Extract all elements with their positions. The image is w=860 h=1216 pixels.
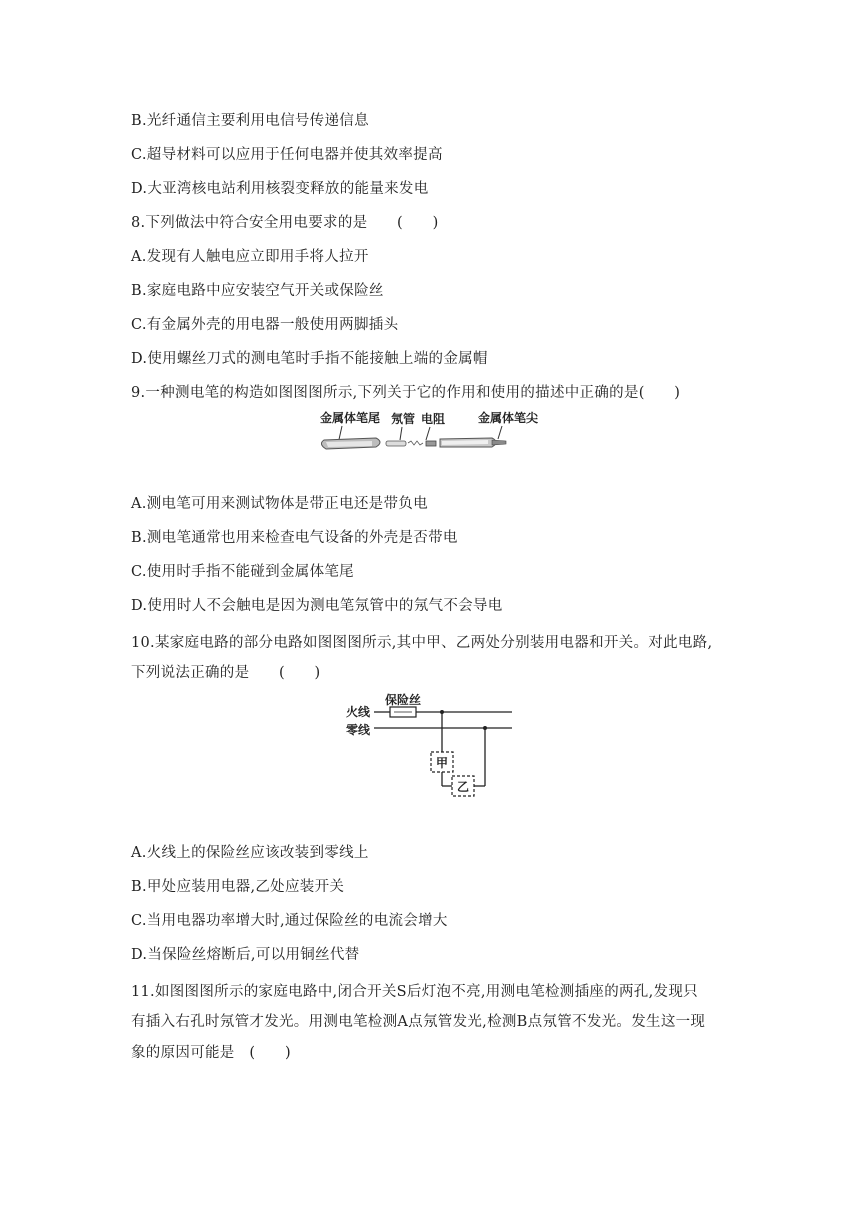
option-7c: C.超导材料可以应用于任何电器并使其效率提高 [131, 147, 443, 163]
question-11-line-1: 11.如图图图所示的家庭电路中,闭合开关S后灯泡不亮,用测电笔检测插座的两孔,发现只 [131, 984, 698, 1000]
question-9: 9.一种测电笔的构造如图图图所示,下列关于它的作用和使用的描述中正确的是( ) [131, 385, 681, 401]
label-resistor: 电阻 [421, 412, 446, 426]
label-neutral-wire: 零线 [346, 723, 371, 737]
option-9d: D.使用时人不会触电是因为测电笔氖管中的氖气不会导电 [131, 598, 503, 614]
label-fuse: 保险丝 [385, 693, 422, 707]
option-8b: B.家庭电路中应安装空气开关或保险丝 [131, 283, 384, 299]
question-10-line-1: 10.某家庭电路的部分电路如图图图所示,其中甲、乙两处分别装用电器和开关。对此电路, [131, 635, 713, 651]
circuit-figure [342, 690, 522, 804]
resistor [426, 441, 436, 446]
label-live-wire: 火线 [346, 705, 371, 719]
option-10b: B.甲处应装用电器,乙处应装开关 [131, 879, 345, 895]
question-11-line-2: 有插入右孔时氖管才发光。用测电笔检测A点氖管发光,检测B点氖管不发光。发生这一现 [131, 1014, 706, 1030]
option-9c: C.使用时手指不能碰到金属体笔尾 [131, 564, 354, 580]
option-8c: C.有金属外壳的用电器一般使用两脚插头 [131, 317, 399, 333]
label-neon-tube: 氖管 [391, 412, 416, 426]
label-jia: 甲 [436, 756, 449, 770]
question-11-line-3: 象的原因可能是 ( ) [131, 1045, 291, 1061]
option-10c: C.当用电器功率增大时,通过保险丝的电流会增大 [131, 913, 448, 929]
pen-tip [492, 440, 506, 445]
option-9b: B.测电笔通常也用来检查电气设备的外壳是否带电 [131, 530, 458, 546]
label-pen-tip: 金属体笔尖 [478, 411, 539, 425]
option-10a: A.火线上的保险丝应该改装到零线上 [131, 845, 369, 861]
option-10d: D.当保险丝熔断后,可以用铜丝代替 [131, 947, 360, 963]
test-pen-figure [312, 406, 544, 466]
question-8: 8.下列做法中符合安全用电要求的是 ( ) [131, 215, 439, 231]
neon-tube [386, 441, 406, 446]
label-yi: 乙 [457, 780, 470, 794]
label-pen-tail: 金属体笔尾 [320, 411, 381, 425]
option-8d: D.使用螺丝刀式的测电笔时手指不能接触上端的金属帽 [131, 351, 488, 367]
question-10-line-2: 下列说法正确的是 ( ) [131, 665, 321, 681]
option-7d: D.大亚湾核电站利用核裂变释放的能量来发电 [131, 181, 429, 197]
option-9a: A.测电笔可用来测试物体是带正电还是带负电 [131, 496, 428, 512]
option-8a: A.发现有人触电应立即用手将人拉开 [131, 249, 369, 265]
option-7b: B.光纤通信主要利用电信号传递信息 [131, 113, 369, 129]
